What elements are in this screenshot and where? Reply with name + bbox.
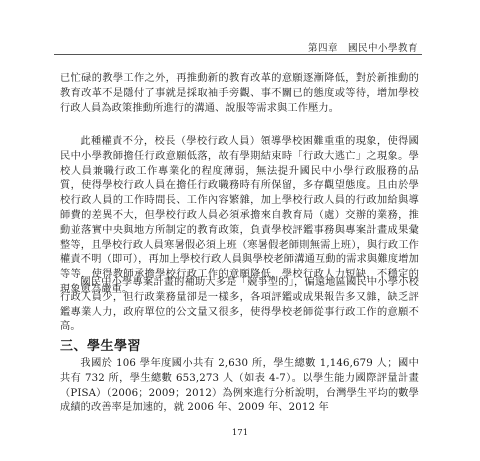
paragraph-4: 我國於 106 學年度國小共有 2,630 所，學生總數 1,146,679 人；國中共有 732 所，學生總數 653,273 人（如表 4-7）。以學生能力國際評量計畫（PISA）（2006；2009；2012）為例來進行分析說明，台灣學生平均的數學成績的改善率是加速的，就 2006 年、2009 年、2012 年 [60, 358, 419, 414]
paragraph-1: 已忙碌的教學工作之外，再推動新的教育改革的意願逐漸降低，對於新推動的教育改革不是隱付了事就是採取袖手旁觀、事不關已的態度或等待，增加學校行政人員為政策推動所進行的溝通、說服等需求與工作壓力。 [60, 73, 419, 114]
paragraph-3: 國民中小學專案計畫的補助大多是「競爭型的」，偏遠地區國民中小學小校行政人員少，但行政業務量卻是一樣多，各項評鑑或成果報告多又雜，缺乏評鑑專業人力，政府單位的公文量又很多，使得學校老師從事行政工作的意願不高。 [60, 277, 419, 333]
page-number: 171 [231, 428, 249, 438]
section-heading: 三、學生學習 [60, 339, 142, 354]
running-header: 第四章 國民中小學教育 [307, 43, 418, 54]
header-rule [54, 54, 422, 55]
paragraph-2: 此種權責不分，校長（學校行政人員）領導學校困難重重的現象，使得國民中小學教師擔任行政意願低落，故有學期結束時「行政大逃亡」之現象。學校人員兼職行政工作專業化的程度薄弱，無法提升國民中小學行政服務的品質，使得學校行政人員在擔任行政職務時有所保留，多存觀望態度。且由於學校行政人員的工作時間長、工作內容繁雜，加上學校行政人員的行政加給與導師費的差異不大，但學校行政人員必須承擔來自教育局（處）交辦的業務，推動並落實中央與地方所制定的教育政策，負責學校評鑑事務與專案計畫成果彙整等，且學校行政人員寒暑假必須上班（寒暑假老師則無需上班），與行政工作權責不明（即可），再加上學校行政人員與學校老師溝通互動的需求與難度增加等等，使得教師承擔學校行政工作的意願降低，學校行政人力短缺，不穩定的現象愈為嚴重。 [60, 136, 419, 295]
